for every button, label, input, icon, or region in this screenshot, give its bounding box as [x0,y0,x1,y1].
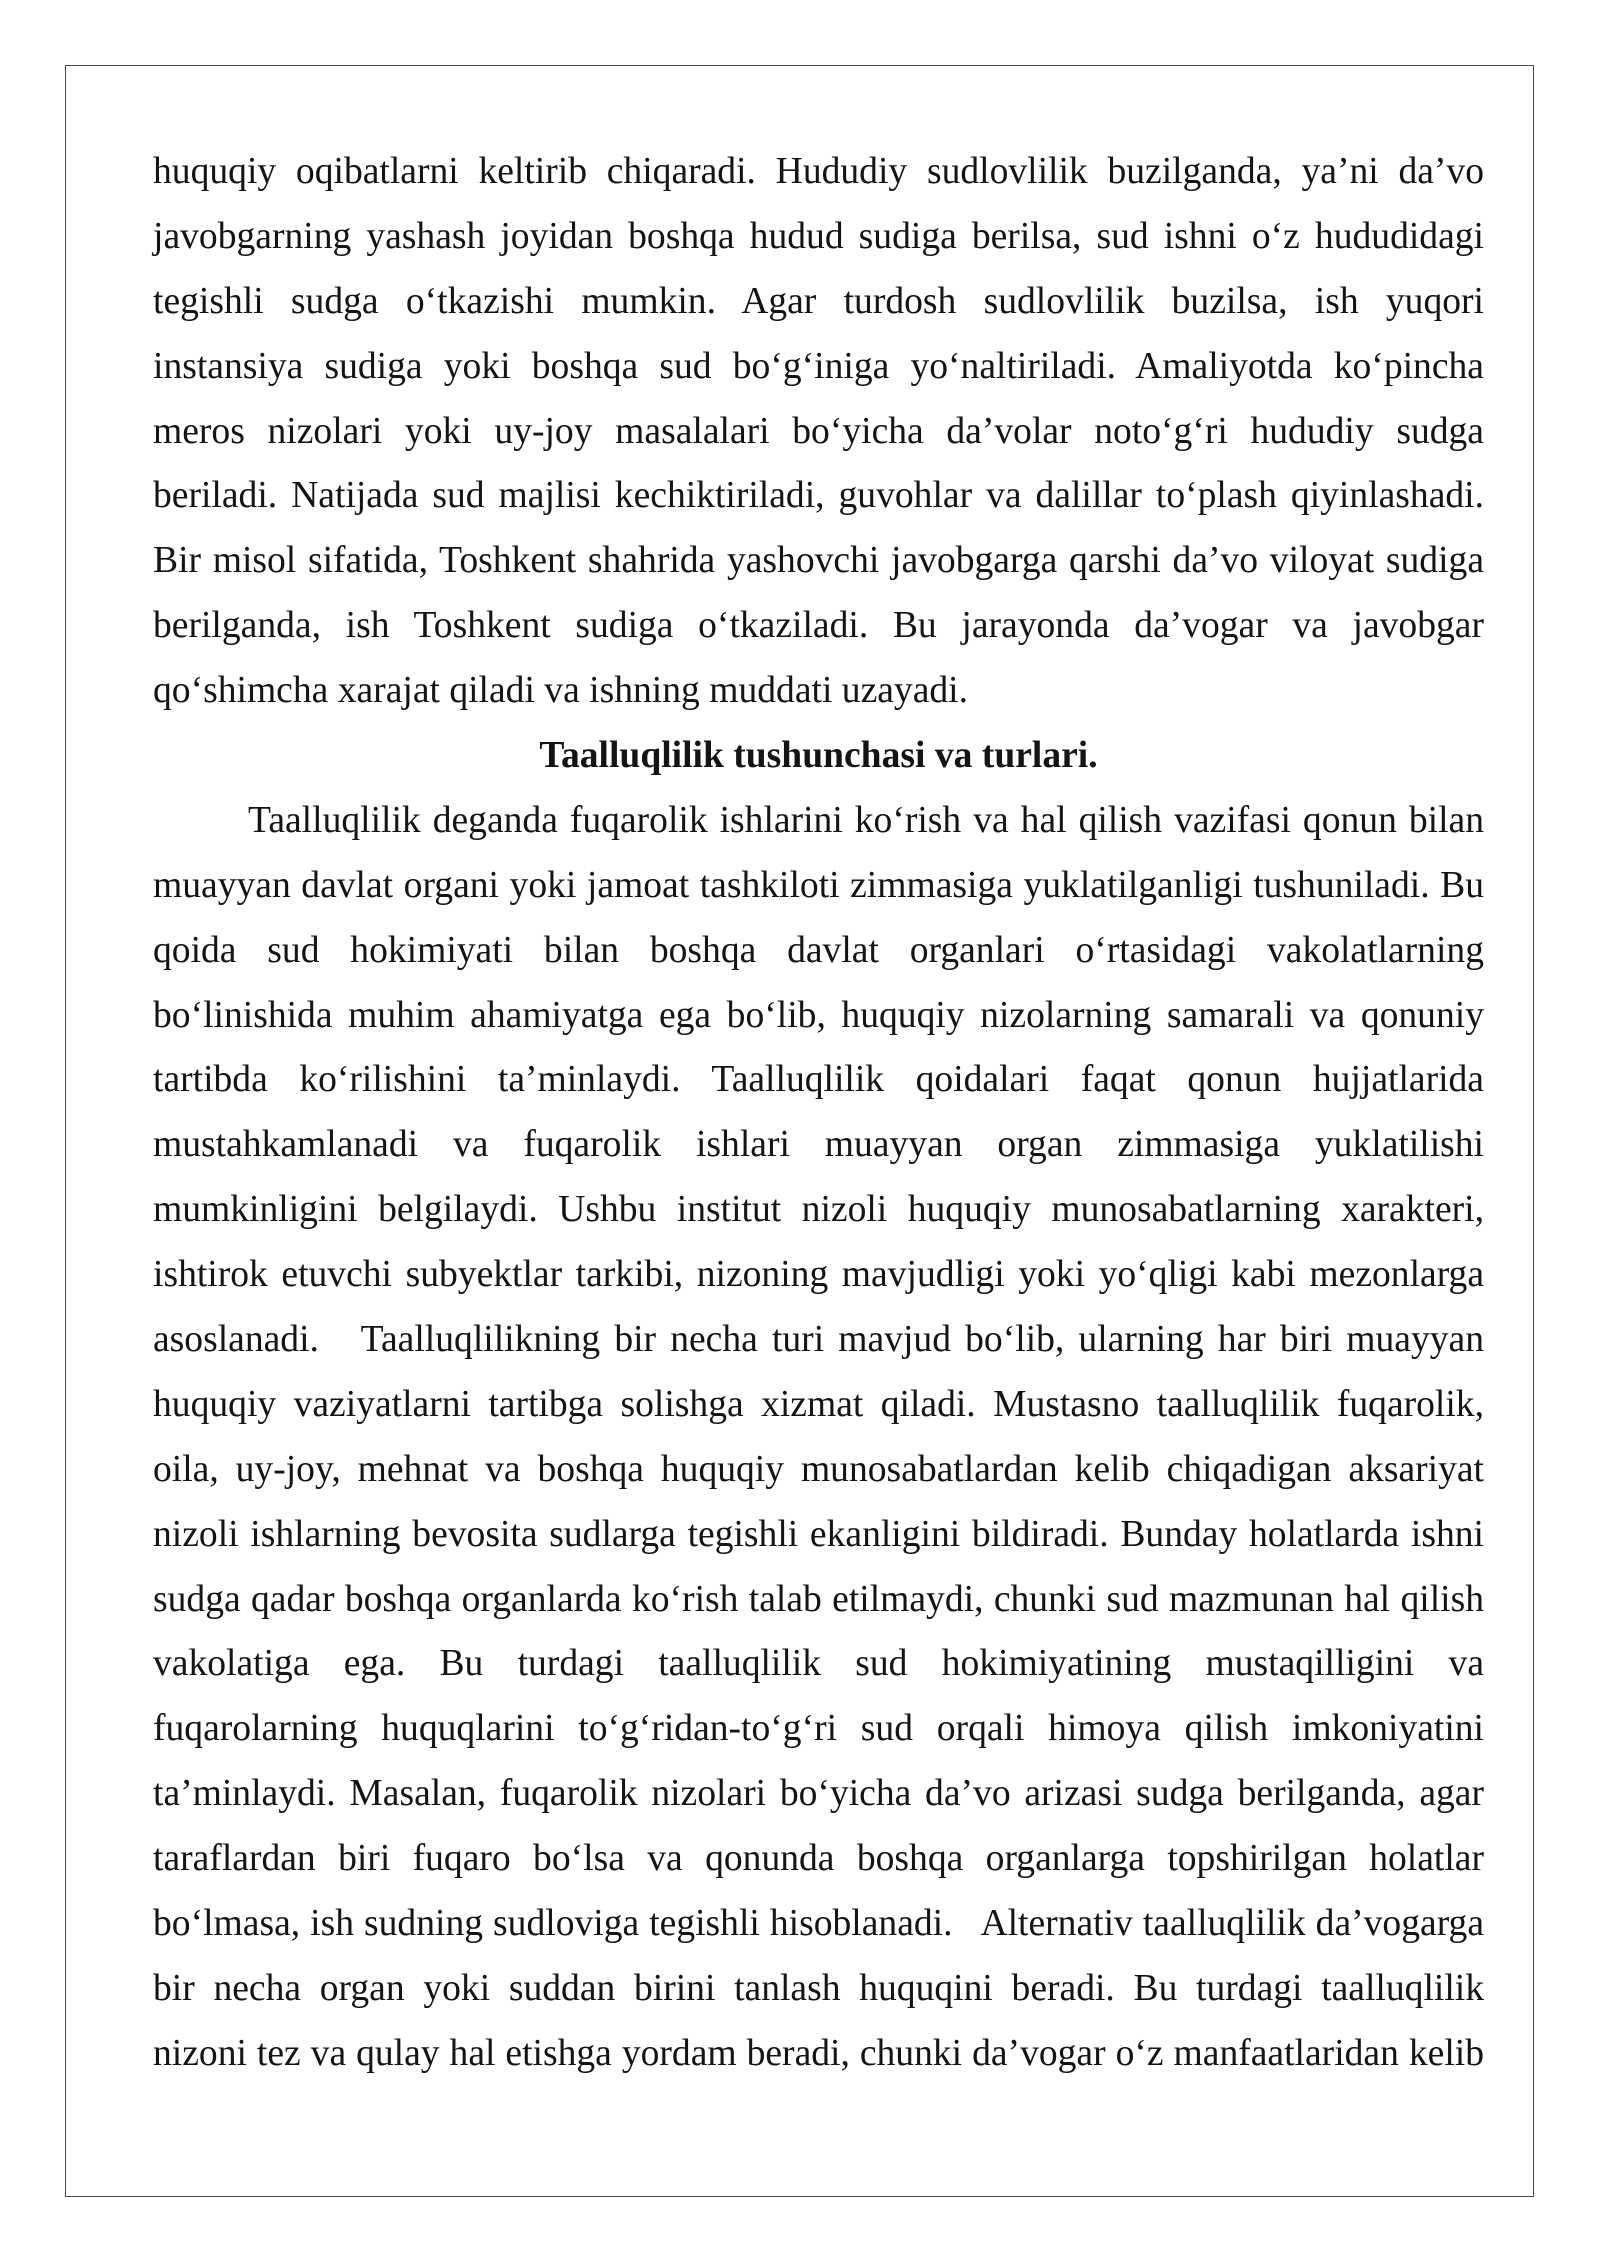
text-line: huquqiy oqibatlarni keltirib chiqaradi. Hududiy sudlovlilik buzilganda, ya’ni da’vo [153,151,1484,192]
text-line: tartibda ko‘rilishini ta’minlaydi. Taalluqlilik qoidalari faqat qonun hujjatlarida [153,1059,1484,1101]
text-line: vakolatiga ega. Bu turdagi taalluqlilik sud hokimiyatining mustaqilligini va [153,1643,1484,1685]
text-line: qo‘shimcha xarajat qiladi va ishning muddati uzayadi. [153,670,969,712]
text-line: javobgarning yashash joyidan boshqa hudud sudiga berilsa, sud ishni o‘z hududidagi [153,215,1484,257]
text-line: mumkinligini belgilaydi. Ushbu institut nizoli huquqiy munosabatlarning xarakteri, [153,1189,1484,1231]
text-line: instansiya sudiga yoki boshqa sud bo‘g‘iniga yo‘naltiriladi. Amaliyotda ko‘pincha [153,345,1484,387]
text-line: Taalluqlilik deganda fuqarolik ishlarini ko‘rish va hal qilish vazifasi qonun bilan [248,799,1484,841]
text-line: ta’minlaydi. Masalan, fuqarolik nizolari bo‘yicha da’vo arizasi sudga berilganda, agar [153,1773,1484,1815]
text-line: oila, uy-joy, mehnat va boshqa huquqiy munosabatlardan kelib chiqadigan aksariyat [153,1448,1484,1490]
text-line: meros nizolari yoki uy-joy masalalari bo‘yicha da’volar noto‘g‘ri hududiy sudga [153,410,1484,452]
text-line: tegishli sudga o‘tkazishi mumkin. Agar turdosh sudlovlilik buzilsa, ish yuqori [153,280,1484,322]
text-line: asoslanadi. Taalluqlilikning bir necha turi mavjud bo‘lib, ularning har biri muayyan [153,1319,1484,1361]
text-line: fuqarolarning huquqlarini to‘g‘ridan-to‘g‘ri sud orqali himoya qilish imkoniyatini [153,1708,1484,1750]
text-line: ishtirok etuvchi subyektlar tarkibi, nizoning mavjudligi yoki yo‘qligi kabi mezonlarga [153,1254,1484,1296]
text-block [153,140,1484,2087]
text-line: muayyan davlat organi yoki jamoat tashkiloti zimmasiga yuklatilganligi tushuniladi. Bu [153,864,1484,906]
text-line: qoida sud hokimiyati bilan boshqa davlat organlari o‘rtasidagi vakolatlarning [153,929,1484,971]
body-paragraph [153,140,1484,724]
text-line: bo‘linishida muhim ahamiyatga ega bo‘lib, huquqiy nizolarning samarali va qonuniy [153,994,1484,1036]
text-line: nizoni tez va qulay hal etishga yordam beradi, chunki da’vogar o‘z manfaatlaridan kelib [153,2032,1484,2074]
text-line: taraflardan biri fuqaro bo‘lsa va qonunda boshqa organlarga topshirilgan holatlar [153,1838,1484,1880]
text-line: mustahkamlanadi va fuqarolik ishlari muayyan organ zimmasiga yuklatilishi [153,1124,1484,1166]
text-line: Bir misol sifatida, Toshkent shahrida yashovchi javobgarga qarshi da’vo viloyat sudiga [153,540,1484,582]
body-paragraph [153,789,1484,2087]
text-line: nizoli ishlarning bevosita sudlarga tegishli ekanligini bildiradi. Bunday holatlarda ishni [153,1513,1484,1555]
text-line: huquqiy vaziyatlarni tartibga solishga xizmat qiladi. Mustasno taalluqlilik fuqarolik, [153,1383,1484,1425]
text-line: sudga qadar boshqa organlarda ko‘rish talab etilmaydi, chunki sud mazmunan hal qilish [153,1578,1484,1620]
text-line: berilganda, ish Toshkent sudiga o‘tkaziladi. Bu jarayonda da’vogar va javobgar [153,605,1484,647]
section-heading: Taalluqlilik tushunchasi va turlari. [539,735,1098,777]
text-line: bir necha organ yoki suddan birini tanlash huquqini beradi. Bu turdagi taalluqlilik [153,1967,1484,2009]
text-line: beriladi. Natijada sud majlisi kechiktiriladi, guvohlar va dalillar to‘plash qiyinlashadi. [153,475,1484,517]
text-line: bo‘lmasa, ish sudning sudloviga tegishli hisoblanadi. Alternativ taalluqlilik da’vogarga [153,1903,1484,1945]
